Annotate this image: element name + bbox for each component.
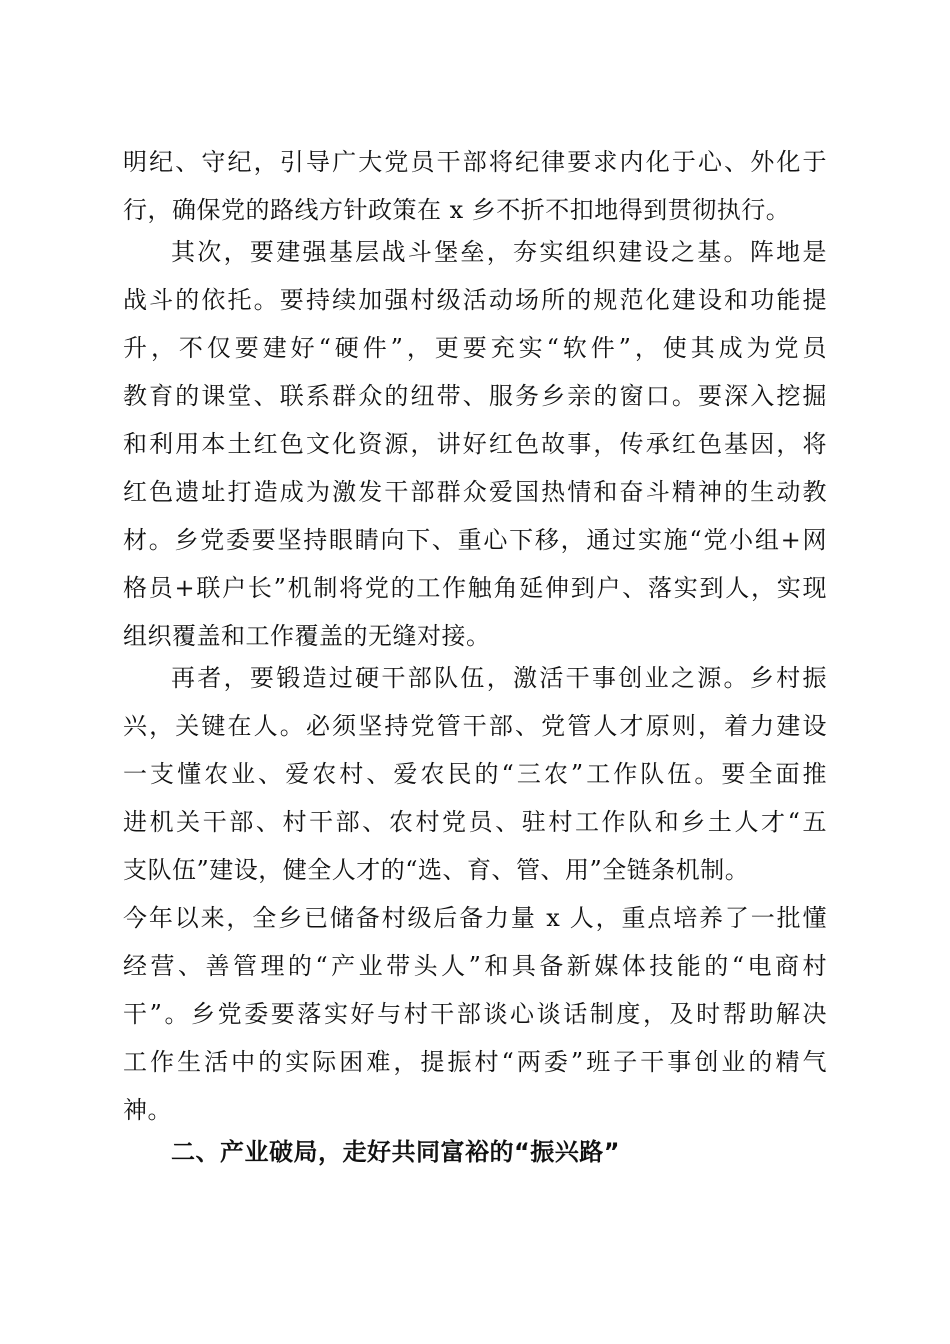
section-heading: 二、产业破局，走好共同富裕的“振兴路” (171, 1138, 621, 1166)
paragraph-2-line-7: 材。乡党委要坚持眼睛向下、重心下移，通过实施“党小组+网 (123, 526, 827, 554)
paragraph-2-line-4: 教育的课堂、联系群众的纽带、服务乡亲的窗口。要深入挖掘 (123, 382, 827, 410)
paragraph-2-line-8: 格员+联户长”机制将党的工作触角延伸到户、落实到人，实现 (123, 574, 827, 602)
paragraph-3-line-10: 神。 (123, 1096, 172, 1124)
paragraph-3-line-6: 今年以来，全乡已储备村级后备力量 x 人，重点培养了一批懂 (123, 904, 827, 932)
paragraph-3-line-9: 工作生活中的实际困难，提振村“两委”班子干事创业的精气 (123, 1048, 827, 1076)
paragraph-3-line-7: 经营、善管理的“产业带头人”和具备新媒体技能的“电商村 (123, 952, 827, 980)
paragraph-1-line-2: 行，确保党的路线方针政策在 x 乡不折不扣地得到贯彻执行。 (123, 196, 791, 224)
paragraph-2-line-3: 升，不仅要建好“硬件”，更要充实“软件”，使其成为党员 (123, 334, 827, 362)
paragraph-3-line-8: 干”。乡党委要落实好与村干部谈心谈话制度，及时帮助解决 (123, 1000, 827, 1028)
paragraph-3-line-3: 一支懂农业、爱农村、爱农民的“三农”工作队伍。要全面推 (123, 760, 827, 788)
paragraph-2-line-9: 组织覆盖和工作覆盖的无缝对接。 (123, 622, 491, 650)
paragraph-3-line-2: 兴，关键在人。必须坚持党管干部、党管人才原则，着力建设 (123, 712, 827, 740)
paragraph-3-line-4: 进机关干部、村干部、农村党员、驻村工作队和乡土人才“五 (123, 808, 827, 836)
paragraph-2-line-5: 和利用本土红色文化资源，讲好红色故事，传承红色基因，将 (123, 430, 827, 458)
paragraph-3-line-1: 再者，要锻造过硬干部队伍，激活干事创业之源。乡村振 (171, 664, 827, 692)
paragraph-3-line-5: 支队伍”建设，健全人才的“选、育、管、用”全链条机制。 (123, 856, 750, 884)
paragraph-1-line-1: 明纪、守纪，引导广大党员干部将纪律要求内化于心、外化于 (123, 148, 827, 176)
paragraph-2-line-2: 战斗的依托。要持续加强村级活动场所的规范化建设和功能提 (123, 286, 827, 314)
paragraph-2-line-6: 红色遗址打造成为激发干部群众爱国热情和奋斗精神的生动教 (123, 478, 827, 506)
paragraph-2-line-1: 其次，要建强基层战斗堡垒，夯实组织建设之基。阵地是 (171, 238, 827, 266)
